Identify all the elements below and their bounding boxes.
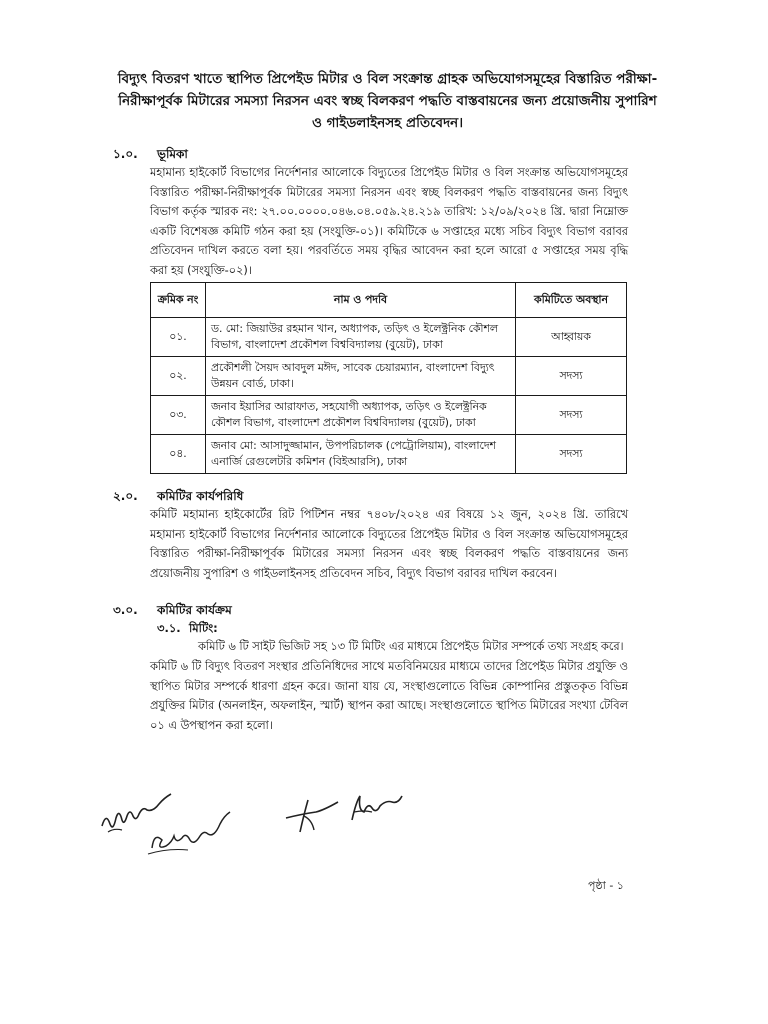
header-serial: ক্রমিক নং	[151, 283, 206, 318]
section-1-number: ১.০.	[113, 147, 138, 161]
row-role: সদস্য	[516, 435, 627, 474]
section-3-paragraph-1: কমিটি ৬ টি সাইট ভিজিট সহ ১৩ টি মিটিং এর মাধ্যমে প্রিপেইড মিটার সম্পর্কে তথ্য সংগ্রহ করে।	[198, 640, 624, 653]
row-role: আহ্বায়ক	[516, 318, 627, 357]
header-position: কমিটিতে অবস্থান	[516, 283, 627, 318]
row-name: ড. মো: জিয়াউর রহমান খান, অধ্যাপক, তড়িৎ ও ইলেক্ট্রনিক কৌশল বিভাগ, বাংলাদেশ প্রকৌশল বিশ্ববিদ্যালয় (বুয়েট), ঢাকা	[206, 318, 516, 357]
row-role: সদস্য	[516, 357, 627, 396]
row-role: সদস্য	[516, 396, 627, 435]
section-1-paragraph: মহামান্য হাইকোর্ট বিভাগের নির্দেশনার আলোকে বিদ্যুতের প্রিপেইড মিটার ও বিল সংক্রান্ত অভিযোগসমূহের বিস্তারিত পরীক্ষা-নিরীক্ষাপূর্বক মিটারের সমস্যা নিরসন এবং স্বচ্ছ বিলকরণ পদ্ধতি বাস্তবায়নের জন্য বিদ্যুৎ বিভাগ কর্তৃক স্মারক নং: ২৭.০০.০০০০.০৪৬.০৪.০৫৯.২৪.২১৯ তারিখ: ১২/০৯/২০২৪ খ্রি. দ্বারা নিম্নোক্ত একটি বিশেষজ্ঞ কমিটি গঠন করা হয় (সংযুক্তি-০১)। কমিটিকে ৬ সপ্তাহের মধ্যে সচিব বিদ্যুৎ বিভাগ বরাবর প্রতিবেদন দাখিল করতে বলা হয়। পরবর্তিতে সময় বৃদ্ধির আবেদন করা হলে আরো ৫ সপ্তাহের সময় বৃদ্ধি করা হয় (সংযুক্তি-০২)।	[150, 166, 628, 277]
subsection-3-1-number: ৩.১.	[157, 621, 181, 635]
section-1-heading: ভূমিকা	[157, 147, 188, 161]
header-name: নাম ও পদবি	[206, 283, 516, 318]
subsection-3-1-heading: মিটিং:	[189, 621, 218, 635]
signature-2	[146, 808, 236, 858]
row-serial: ০২.	[151, 357, 206, 396]
section-3-heading: কমিটির কার্যক্রম	[157, 603, 232, 617]
section-2-paragraph: কমিটি মহামান্য হাইকোর্টের রিট পিটিশন নম্বর ৭৪০৮/২০২৪ এর বিষয়ে ১২ জুন, ২০২৪ খ্রি. তারিখে মহামান্য হাইকোর্ট বিভাগের নির্দেশনার আলোকে বিদ্যুতের প্রিপেইড মিটার ও বিল সংক্রান্ত অভিযোগসমূহের বিস্তারিত পরীক্ষা-নিরীক্ষাপূর্বক মিটারের সমস্যা নিরসন এবং স্বচ্ছ বিলকরণ পদ্ধতি বাস্তবায়নের জন্য প্রয়োজনীয় সুপারিশ ও গাইডলাইনসহ প্রতিবেদন সচিব, বিদ্যুৎ বিভাগ বরাবর দাখিল করবেন।	[150, 508, 628, 580]
table-header-row	[151, 283, 627, 318]
signature-4	[346, 790, 406, 830]
row-serial: ০৩.	[151, 396, 206, 435]
section-2-heading: কমিটির কার্যপরিধি	[157, 489, 244, 503]
table-row	[151, 318, 627, 357]
report-title: বিদ্যুৎ বিতরণ খাতে স্থাপিত প্রিপেইড মিটার ও বিল সংক্রান্ত গ্রাহক অভিযোগসমূহের বিস্তারিত পরীক্ষা-নিরীক্ষাপূর্বক মিটারের সমস্যা নিরসন এবং স্বচ্ছ বিলকরণ পদ্ধতি বাস্তবায়নের জন্য প্রয়োজনীয় সুপারিশ ও গাইডলাইনসহ প্রতিবেদন।	[117, 71, 658, 131]
section-3-paragraph-2: কমিটি ৬ টি বিদ্যুৎ বিতরণ সংস্থার প্রতিনিধিদের সাথে মতবিনিময়ের মাধ্যমে তাদের প্রিপেইড মিটার প্রযুক্তি ও স্থাপিত মিটার সম্পর্কে ধারণা গ্রহন করে। জানা যায় যে, সংস্থাগুলোতে বিভিন্ন কোম্পানির প্রস্তুতকৃত বিভিন্ন প্রযুক্তির মিটার (অনলাইন, অফলাইন, স্মার্ট) স্থাপন করা আছে। সংস্থাগুলোতে স্থাপিত মিটারের সংখ্যা টেবিল ০১ এ উপস্থাপন করা হলো।	[150, 660, 628, 732]
row-name: জনাব ইয়াসির আরাফাত, সহযোগী অধ্যাপক, তড়িৎ ও ইলেক্ট্রনিক কৌশল বিভাগ, বাংলাদেশ প্রকৌশল বিশ্ববিদ্যালয় (বুয়েট), ঢাকা	[206, 396, 516, 435]
row-serial: ০৪.	[151, 435, 206, 474]
section-2-number: ২.০.	[113, 489, 138, 503]
row-serial: ০১.	[151, 318, 206, 357]
committee-table	[150, 282, 627, 474]
table-row	[151, 396, 627, 435]
page-number: পৃষ্ঠা - ১	[588, 879, 624, 892]
section-3-number: ৩.০.	[113, 603, 138, 617]
table-row	[151, 357, 627, 396]
row-name: জনাব মো: আসাদুজ্জামান, উপপরিচালক (পেট্রোলিয়াম), বাংলাদেশ এনার্জি রেগুলেটরি কমিশন (বিইআরসি), ঢাকা	[206, 435, 516, 474]
signature-3	[282, 796, 342, 836]
table-row	[151, 435, 627, 474]
row-name: প্রকৌশলী সৈয়দ আবদুল মঈদ, সাবেক চেয়ারম্যান, বাংলাদেশ বিদ্যুৎ উন্নয়ন বোর্ড, ঢাকা।	[206, 357, 516, 396]
